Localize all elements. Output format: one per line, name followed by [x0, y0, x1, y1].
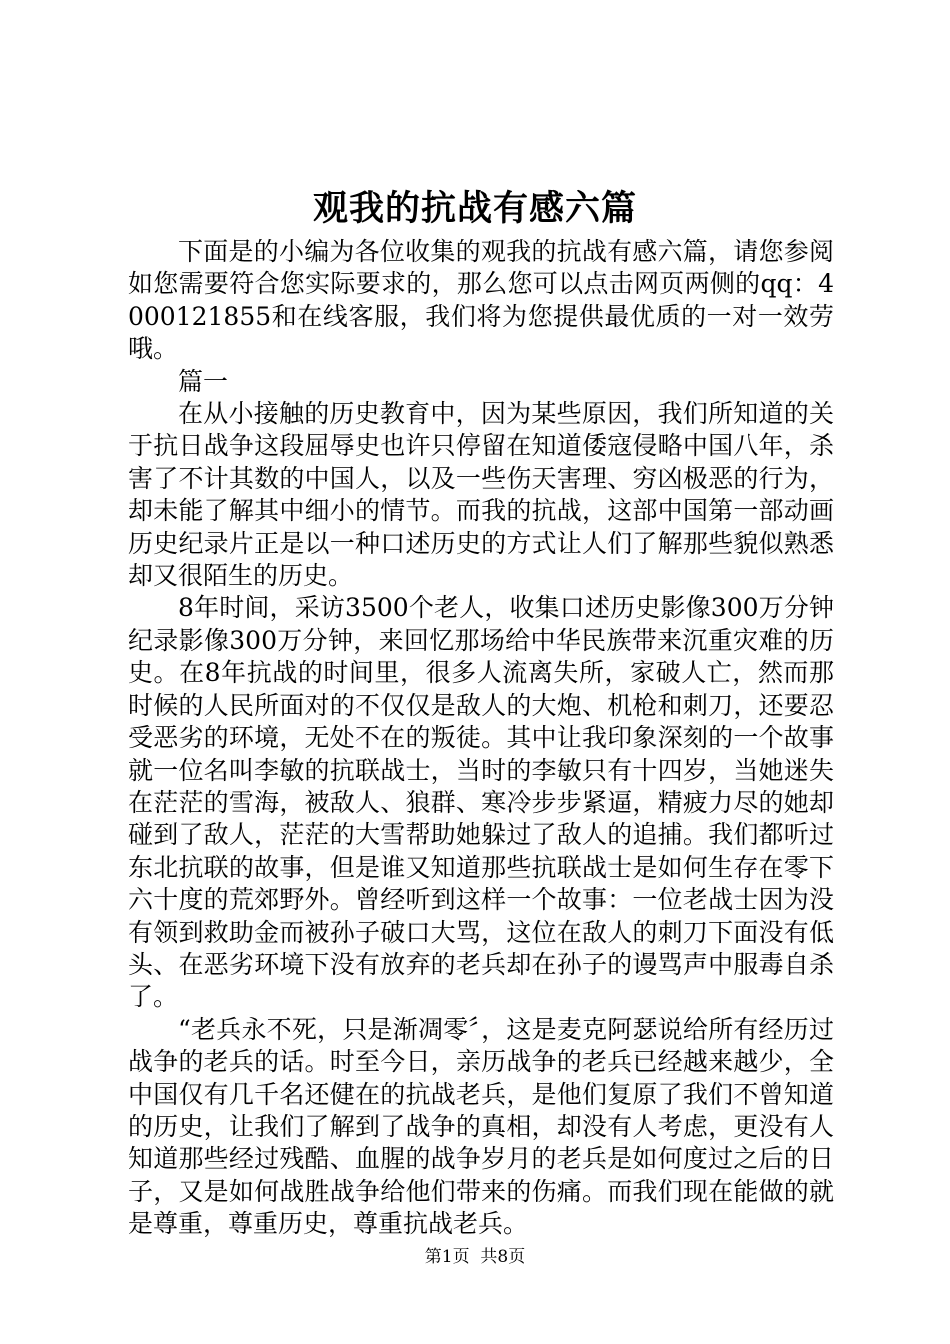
intro-paragraph: 下面是的小编为各位收集的观我的抗战有感六篇，请您参阅如您需要符合您实际要求的，那么您可以点击网页两侧的qq：4000121855和在线客服，我们将为您提供最优质的一对一效劳哦。 [128, 237, 834, 364]
section-heading: 篇一 [178, 366, 229, 396]
page-number: 第1页 [424, 1247, 470, 1267]
document-body [128, 236, 834, 1241]
body-paragraph: “老兵永不死，只是渐凋零〞，这是麦克阿瑟说给所有经历过战争的老兵的话。时至今日，亲历战争的老兵已经越来越少，全中国仅有几千名还健在的抗战老兵，是他们复原了我们不曾知道的历史，让我们了解到了战争的真相，却没有人考虑，更没有人知道那些经过残酷、血腥的战争岁月的老兵是如何度过之后的日子，又是如何战胜战争给他们带来的伤痛。而我们现在能做的就是尊重，尊重历史，尊重抗战老兵。 [128, 1014, 834, 1239]
document-title: 观我的抗战有感六篇 [312, 188, 637, 229]
page-footer [0, 1245, 950, 1269]
page-total: 共8页 [480, 1247, 526, 1267]
body-paragraph: 在从小接触的历史教育中，因为某些原因，我们所知道的关于抗日战争这段屈辱史也许只停留在知道倭寇侵略中国八年，杀害了不计其数的中国人，以及一些伤天害理、穷凶极恶的行为，却未能了解其中细小的情节。而我的抗战，这部中国第一部动画历史纪录片正是以一种口述历史的方式让人们了解那些貌似熟悉却又很陌生的历史。 [128, 399, 834, 591]
body-paragraph: 8年时间，采访3500个老人，收集口述历史影像300万分钟纪录影像300万分钟，来回忆那场给中华民族带来沉重灾难的历史。在8年抗战的时间里，很多人流离失所，家破人亡，然而那时候的人民所面对的不仅仅是敌人的大炮、机枪和刺刀，还要忍受恶劣的环境，无处不在的叛徒。其中让我印象深刻的一个故事就一位名叫李敏的抗联战士，当时的李敏只有十四岁，当她迷失在茫茫的雪海，被敌人、狼群、寒冷步步紧逼，精疲力尽的她却碰到了敌人，茫茫的大雪帮助她躲过了敌人的追捕。我们都听过东北抗联的故事，但是谁又知道那些抗联战士是如何生存在零下六十度的荒郊野外。曾经听到这样一个故事：一位老战士因为没有领到救助金而被孙子破口大骂，这位在敌人的刺刀下面没有低头、在恶劣环境下没有放弃的老兵却在孙子的谩骂声中服毒自杀了。 [128, 593, 834, 1012]
